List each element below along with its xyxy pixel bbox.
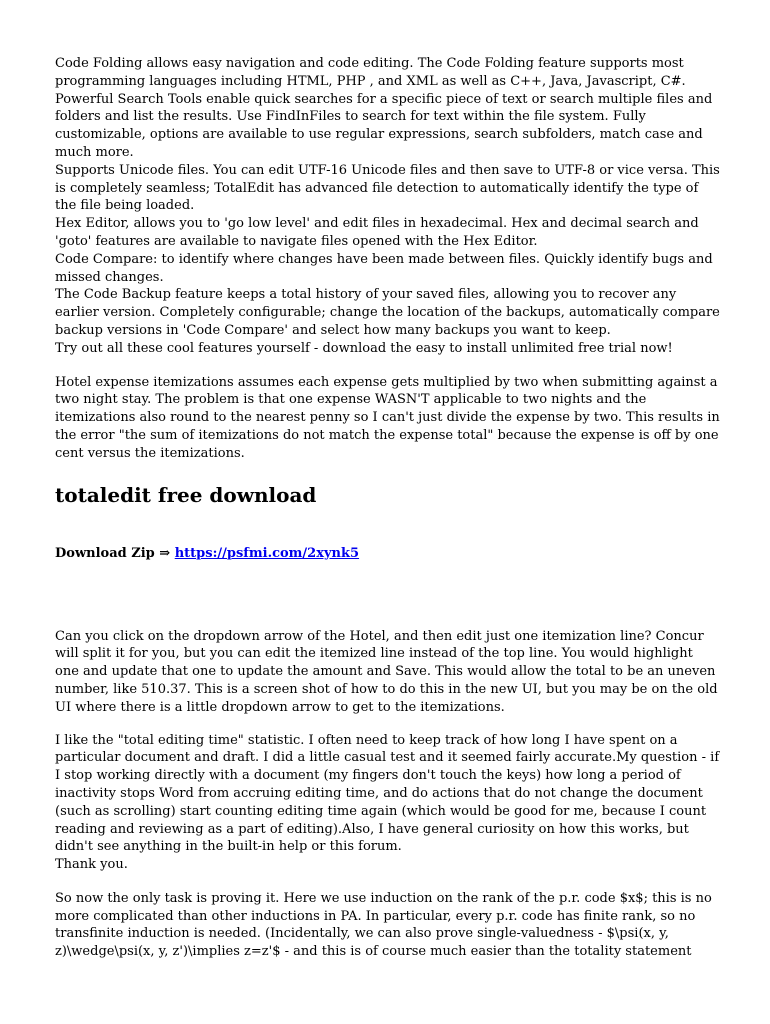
page-title: totaledit free download <box>55 482 317 507</box>
intro-paragraph-search-tools: Powerful Search Tools enable quick searches for a specific piece of text or search multiple files and folders and list the results. Use FindInFiles to search for text within the file system. Fully customizable, options are available to use regular expressions, search subfolders, match case and much more. <box>55 91 713 160</box>
document-page <box>55 55 720 961</box>
hotel-paragraph: Hotel expense itemizations assumes each expense gets multiplied by two when submitting against a two night stay. The problem is that one expense WASN'T applicable to two nights and the itemizations also round to the nearest penny so I can't just divide the expense by two. This results in the error "the sum of itemizations do not match the expense total" because the expense is off by one cent versus the itemizations. <box>55 374 720 461</box>
intro-paragraph-unicode: Supports Unicode files. You can edit UTF-16 Unicode files and then save to UTF-8 or vice versa. This is completely seamless; TotalEdit has advanced file detection to automatically identify the type of the file being loaded. <box>55 162 720 214</box>
intro-paragraph-code-compare: Code Compare: to identify where changes have been made between files. Quickly identify bugs and missed changes. <box>55 251 713 285</box>
download-line <box>55 545 720 563</box>
induction-paragraph: So now the only task is proving it. Here we use induction on the rank of the p.r. code $x$; this is no more complicated than other inductions in PA. In particular, every p.r. code has finite rank, so no transfinite induction is needed. (Incidentally, we can also prove single-valuedness - $\psi(x, y, z)\wedge\psi(x, y, z')\implies z=z'$ - and this is of course much easier than the totality statement <box>55 890 712 960</box>
editing-time-paragraph: I like the "total editing time" statistic. I often need to keep track of how long I have spent on a particular document and draft. I did a little casual test and it seemed fairly accurate.My question - if I stop working directly with a document (my fingers don't touch the keys) how long a period of inactivity stops Word from accruing editing time, and do actions that do not change the document (such as scrolling) start counting editing time again (which would be good for me, because I count reading and reviewing as a part of editing).Also, I have general curiosity on how this works, but didn't see anything in the built-in help or this forum. <box>55 732 720 855</box>
download-label: Download Zip ⇒ <box>55 545 175 561</box>
intro-paragraph-code-folding: Code Folding allows easy navigation and code editing. The Code Folding feature supports most programming languages including HTML, PHP , and XML as well as C++, Java, Javascript, C#. <box>55 56 686 89</box>
intro-paragraph-trial: Try out all these cool features yourself - download the easy to install unlimited free trial now! <box>55 340 673 356</box>
intro-block <box>55 55 720 358</box>
download-link[interactable]: https://psfmi.com/2xynk5 <box>174 545 360 561</box>
concur-paragraph: Can you click on the dropdown arrow of the Hotel, and then edit just one itemization line? Concur will split it for you, but you can edit the itemized line instead of the top line. You would highlight one and update that one to update the amount and Save. This would allow the total to be an uneven number, like 510.37. This is a screen shot of how to do this in the new UI, but you may be on the old UI where there is a little dropdown arrow to get to the itemizations. <box>55 628 718 715</box>
intro-paragraph-code-backup: The Code Backup feature keeps a total history of your saved files, allowing you to recover any earlier version. Completely configurable; change the location of the backups, automatically compare backup versions in 'Code Compare' and select how many backups you want to keep. <box>55 287 720 338</box>
thanks-line: Thank you. <box>55 857 128 873</box>
intro-paragraph-hex-editor: Hex Editor, allows you to 'go low level' and edit files in hexadecimal. Hex and decimal search and 'goto' features are available to navigate files opened with the Hex Editor. <box>55 216 699 249</box>
